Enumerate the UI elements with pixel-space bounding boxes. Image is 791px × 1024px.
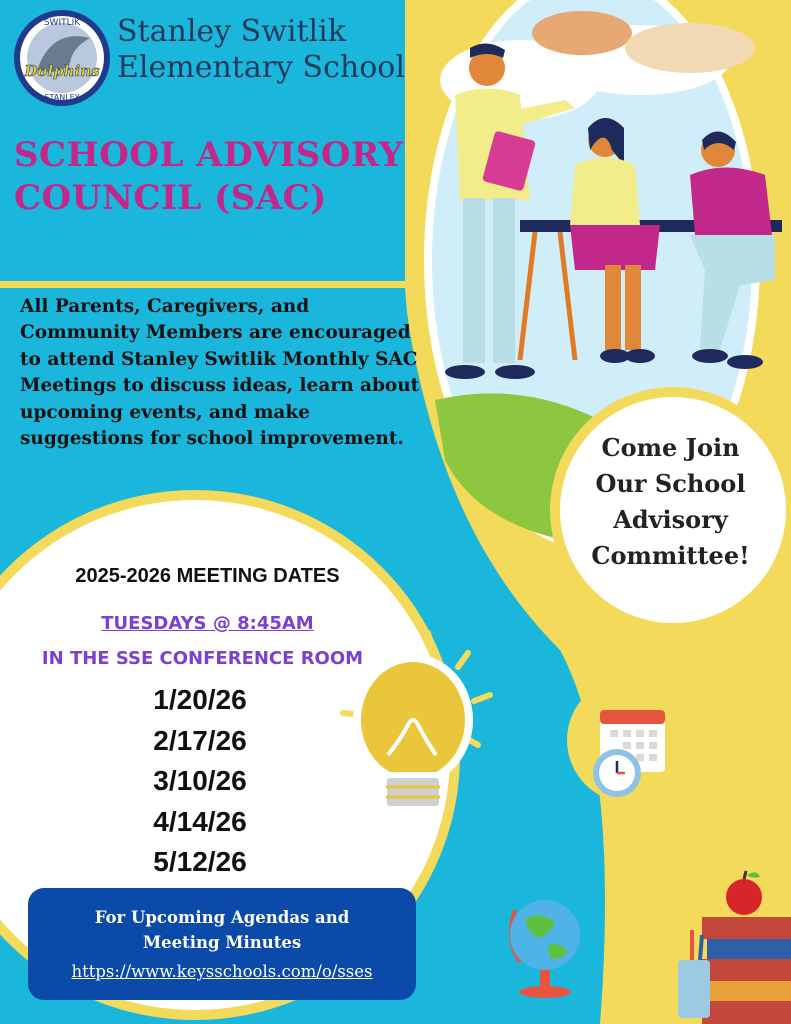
- join-line2: Our School: [595, 469, 746, 498]
- meeting-date: 5/12/26: [153, 846, 247, 877]
- school-name-line1: Stanley Switlik: [117, 14, 346, 49]
- intro-paragraph: All Parents, Caregivers, and Community Members are encouraged to attend Stanley Switlik Monthly SAC Meetings to discuss ideas, learn about upcoming events, and make suggestions for school improvement.: [20, 296, 420, 450]
- speech-bubble-shape: [532, 11, 632, 55]
- globe-icon: [500, 890, 590, 1005]
- agenda-info-line2: Meeting Minutes: [142, 932, 302, 952]
- page-title-line2: COUNCIL (SAC): [14, 177, 327, 218]
- school-logo: [12, 8, 112, 108]
- books-apple-icon: [672, 865, 791, 1024]
- svg-text:STANLEY: STANLEY: [44, 93, 80, 102]
- meeting-date: 3/10/26: [153, 765, 247, 796]
- meeting-dates-heading: 2025-2026 MEETING DATES: [75, 565, 340, 587]
- join-line4: Committee!: [591, 541, 750, 570]
- join-line1: Come Join: [601, 433, 740, 462]
- school-name-line2: Elementary School: [117, 50, 405, 85]
- meeting-date-list: [100, 680, 300, 883]
- agenda-info-line1: For Upcoming Agendas and: [94, 908, 350, 927]
- svg-text:Dolphins: Dolphins: [24, 62, 100, 80]
- meeting-date: 4/14/26: [153, 805, 247, 837]
- agenda-link[interactable]: https://www.keysschools.com/o/sses: [71, 962, 373, 981]
- meeting-time: TUESDAYS @ 8:45AM: [101, 613, 314, 634]
- page-title-line1: SCHOOL ADVISORY: [14, 135, 404, 175]
- title-divider: [0, 281, 415, 288]
- speech-bubble-shape: [625, 23, 755, 73]
- school-name: [117, 14, 405, 86]
- join-line3: Advisory: [613, 505, 728, 534]
- page-title: [14, 134, 403, 219]
- calendar-clock-icon: [565, 675, 695, 805]
- meeting-date: 1/20/26: [153, 684, 247, 715]
- meeting-date: 2/17/26: [153, 724, 247, 756]
- svg-text:SWITLIK: SWITLIK: [43, 18, 81, 28]
- meeting-location: IN THE SSE CONFERENCE ROOM: [41, 648, 364, 669]
- join-callout: [568, 430, 773, 574]
- agenda-info-text: [28, 906, 416, 956]
